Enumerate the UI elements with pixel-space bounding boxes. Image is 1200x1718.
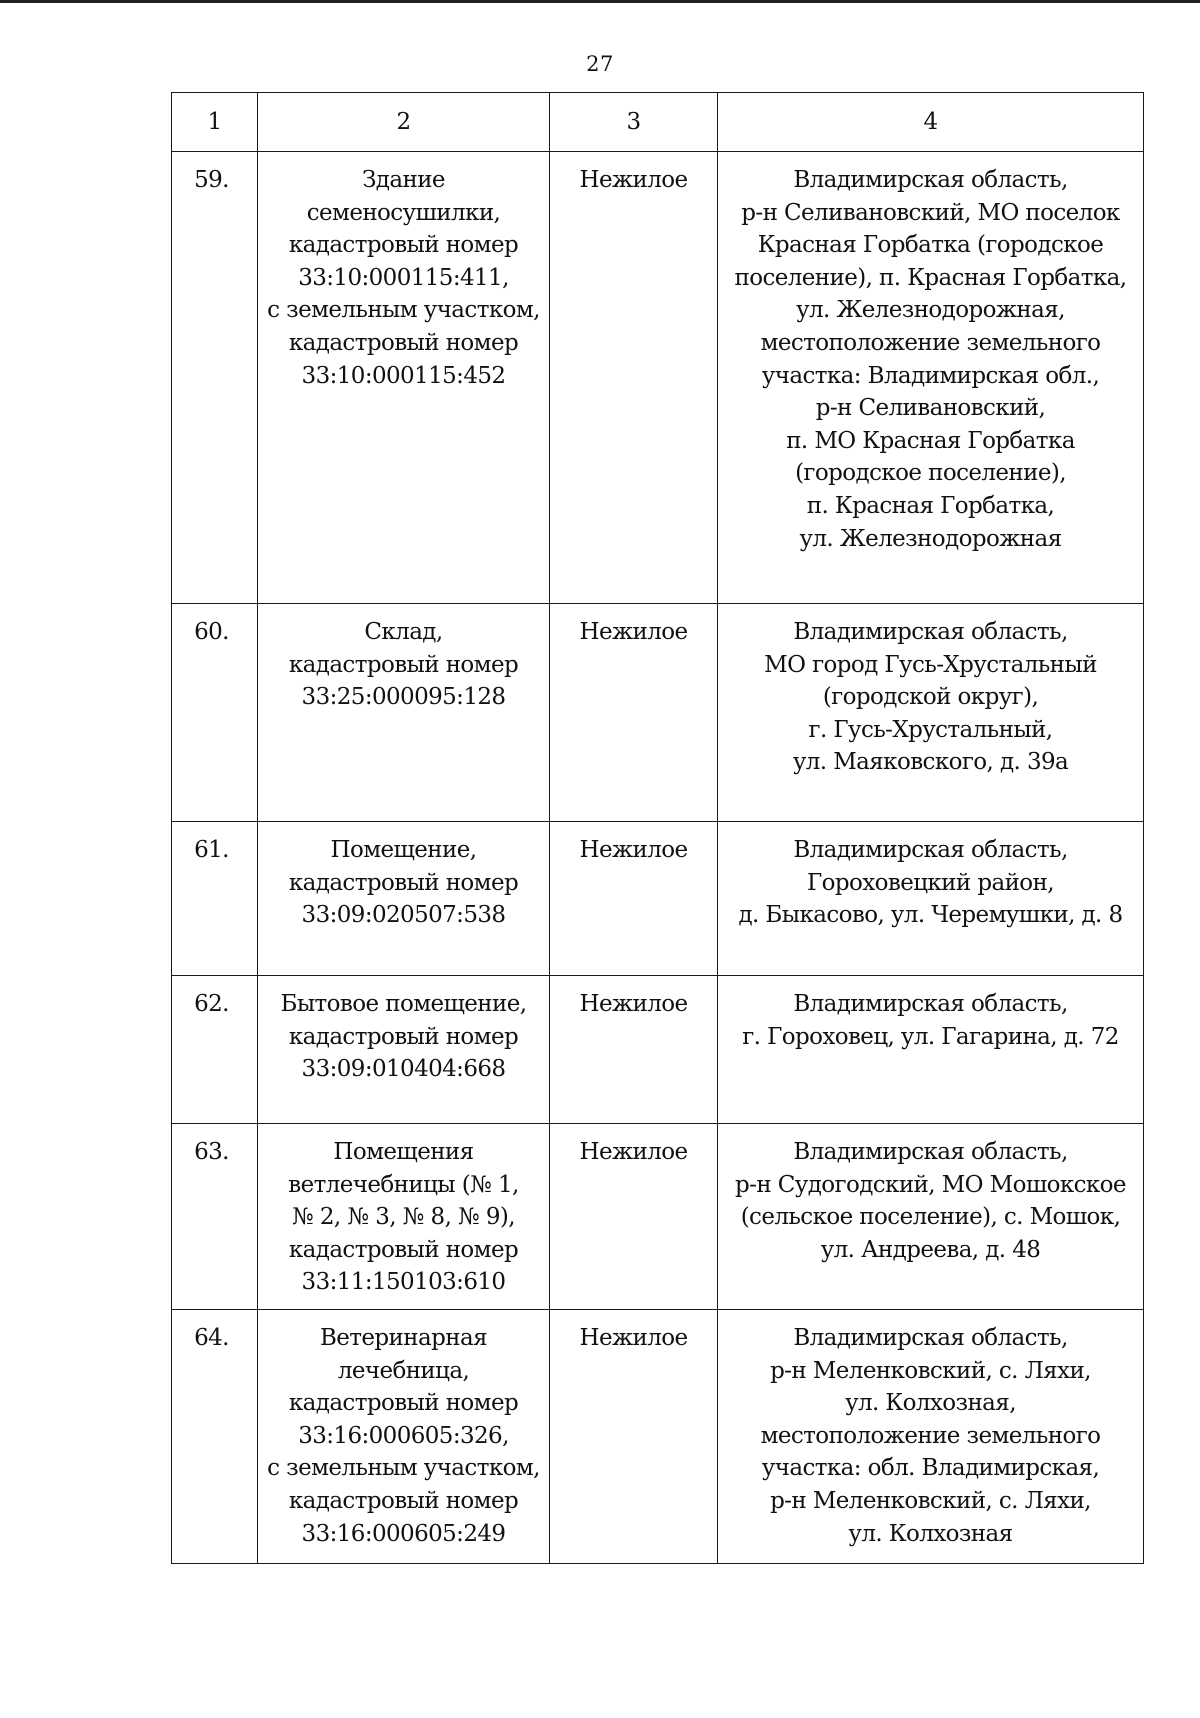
object-type: Нежилое [550,976,718,1124]
page-number: 27 [586,52,614,76]
object-type: Нежилое [550,152,718,604]
table-row [172,822,1144,976]
object-name: Помещения ветлечебницы (№ 1, № 2, № 3, № 8, № 9), кадастровый номер 33:11:150103:610 [258,1124,550,1310]
row-number: 61. [172,822,258,976]
table-row [172,152,1144,604]
table-row [172,1124,1144,1310]
object-address: Владимирская область, МО город Гусь-Хрустальный (городской округ), г. Гусь-Хрустальный, ул. Маяковского, д. 39а [718,604,1144,822]
object-name: Помещение, кадастровый номер 33:09:020507:538 [258,822,550,976]
table-row [172,976,1144,1124]
object-type: Нежилое [550,604,718,822]
row-number: 63. [172,1124,258,1310]
object-type: Нежилое [550,1124,718,1310]
object-address: Владимирская область, р-н Меленковский, с. Ляхи, ул. Колхозная, местоположение земельного участка: обл. Владимирская, р-н Меленковский, с. Ляхи, ул. Колхозная [718,1310,1144,1564]
row-number: 62. [172,976,258,1124]
header-col-4: 4 [718,93,1144,152]
header-col-2: 2 [258,93,550,152]
object-name: Склад, кадастровый номер 33:25:000095:128 [258,604,550,822]
header-row [172,93,1144,152]
object-name: Бытовое помещение, кадастровый номер 33:09:010404:668 [258,976,550,1124]
object-address: Владимирская область, Гороховецкий район, д. Быкасово, ул. Черемушки, д. 8 [718,822,1144,976]
object-address: Владимирская область, г. Гороховец, ул. Гагарина, д. 72 [718,976,1144,1124]
object-name: Здание семеносушилки, кадастровый номер 33:10:000115:411, с земельным участком, кадастровый номер 33:10:000115:452 [258,152,550,604]
object-type: Нежилое [550,1310,718,1564]
row-number: 64. [172,1310,258,1564]
property-table [171,92,1144,1564]
table-row [172,1310,1144,1564]
header-col-1: 1 [172,93,258,152]
object-address: Владимирская область, р-н Селивановский, МО поселок Красная Горбатка (городское поселение), п. Красная Горбатка, ул. Железнодорожная, местоположение земельного участка: Владимирская обл., р-н Селивановский, п. МО Красная Горбатка (городское поселение), п. Красная Горбатка, ул. Железнодорожная [718,152,1144,604]
table-row [172,604,1144,822]
object-name: Ветеринарная лечебница, кадастровый номер 33:16:000605:326, с земельным участком, кадастровый номер 33:16:000605:249 [258,1310,550,1564]
scan-top-edge [0,0,1200,3]
row-number: 59. [172,152,258,604]
row-number: 60. [172,604,258,822]
object-type: Нежилое [550,822,718,976]
object-address: Владимирская область, р-н Судогодский, МО Мошокское (сельское поселение), с. Мошок, ул. Андреева, д. 48 [718,1124,1144,1310]
header-col-3: 3 [550,93,718,152]
